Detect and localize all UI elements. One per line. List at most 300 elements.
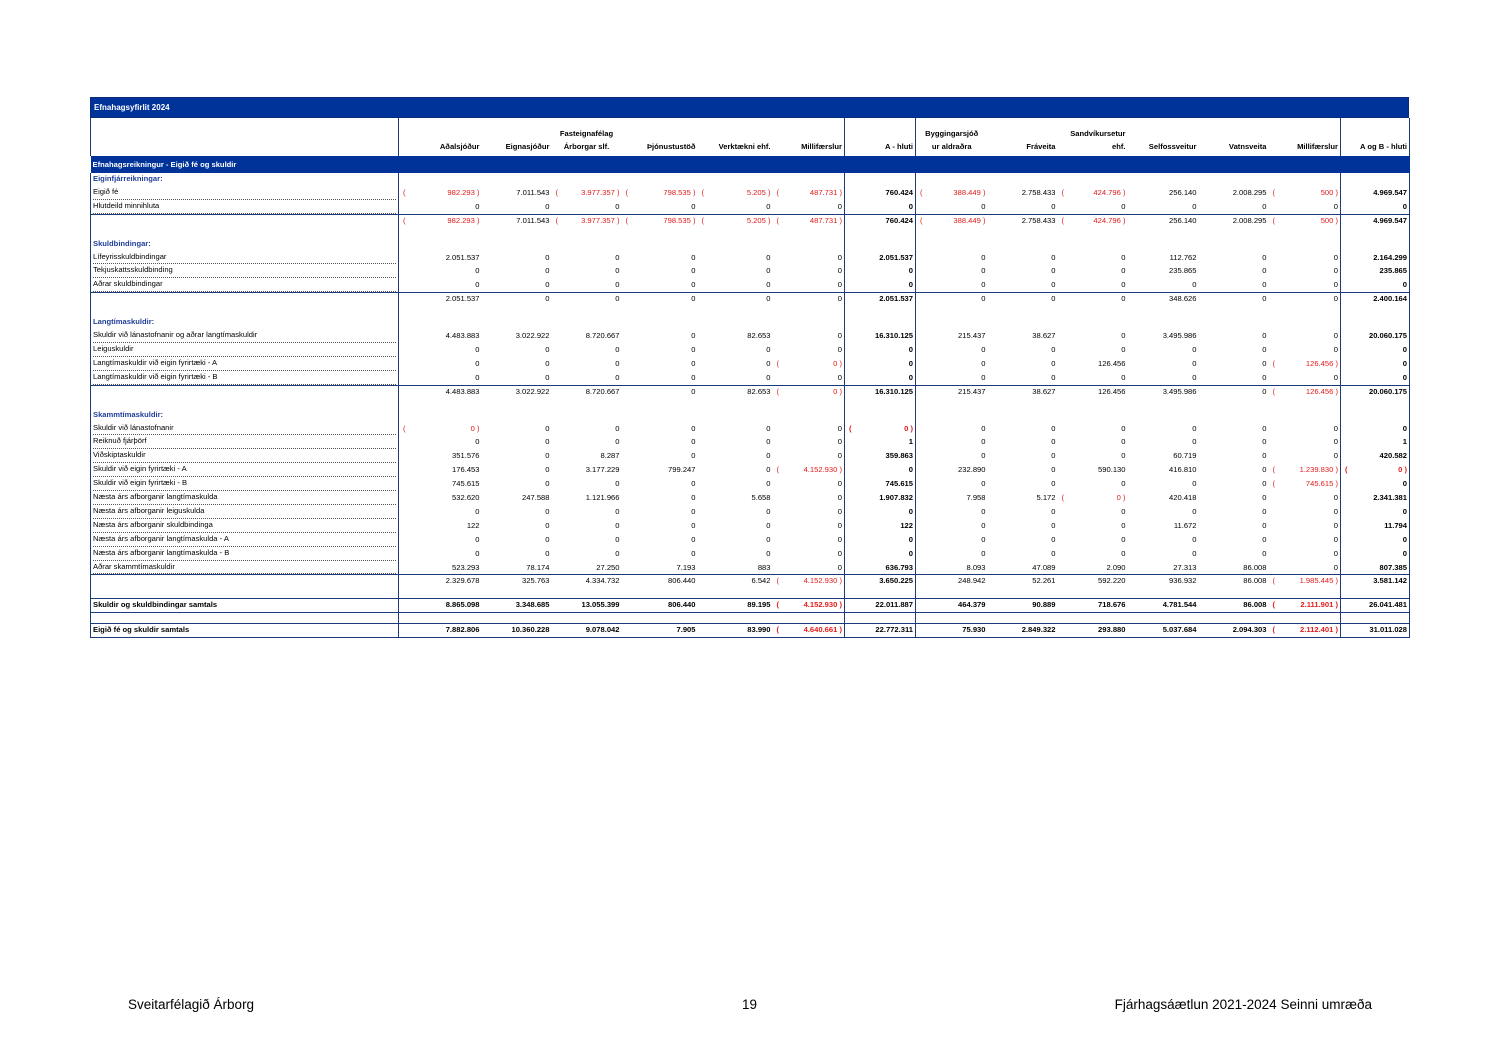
row-label: Skuldir við eigin fyrirtæki - A — [93, 463, 396, 477]
value-cell — [845, 293, 916, 306]
value-cell — [482, 599, 552, 613]
value-text: 0 — [1192, 437, 1197, 447]
value-cell — [552, 491, 622, 505]
value-cell — [916, 357, 988, 371]
value-cell — [773, 293, 845, 306]
empty-cell — [988, 613, 1058, 624]
value-text: 0 — [470, 423, 475, 433]
value-cell — [773, 599, 845, 613]
empty-cell — [1269, 409, 1341, 422]
value-text: 0 — [475, 201, 480, 211]
empty-cell — [1341, 588, 1410, 599]
value-text: 2.112.401 — [1299, 625, 1334, 635]
value-text: 0 — [691, 386, 696, 396]
value-text: 0 — [691, 520, 696, 530]
empty-cell — [916, 399, 988, 409]
row-label: Tekjuskattsskuldbinding — [93, 264, 396, 278]
value-cell — [1269, 624, 1341, 638]
value-cell — [698, 343, 773, 357]
value-text: 2.051.537 — [879, 252, 913, 262]
value-text: 0 — [1262, 534, 1267, 544]
value-text: 13.055.399 — [581, 600, 620, 610]
value-cell — [698, 371, 773, 385]
value-cell — [1199, 385, 1269, 398]
value-cell — [552, 278, 622, 292]
value-text: 0 — [615, 280, 620, 290]
value-text: 982.293 — [447, 187, 475, 197]
empty-cell — [916, 173, 988, 186]
value-text: 0 — [545, 479, 550, 489]
value-text: 532.620 — [452, 493, 480, 503]
value-text: 0 — [837, 506, 842, 516]
value-cell — [698, 449, 773, 463]
empty-cell — [1128, 316, 1199, 329]
negative-close-paren: ) — [690, 215, 696, 225]
value-text: 0 — [1192, 344, 1197, 354]
value-cell — [698, 547, 773, 561]
value-text: 248.942 — [958, 576, 986, 586]
value-cell — [698, 477, 773, 491]
value-text: 0 — [1333, 520, 1338, 530]
value-cell — [622, 343, 698, 357]
row-label-cell — [91, 575, 399, 588]
value-cell — [622, 435, 698, 449]
empty-cell — [399, 409, 482, 422]
empty-cell — [1199, 613, 1269, 624]
value-text: 5.172 — [1036, 493, 1056, 503]
value-cell — [698, 385, 773, 398]
value-text: 0 — [1262, 386, 1267, 396]
value-cell — [1341, 385, 1410, 398]
value-cell — [1128, 575, 1199, 588]
value-text: 0 — [1262, 294, 1267, 304]
negative-open-paren: ( — [1272, 358, 1276, 368]
value-cell — [482, 371, 552, 385]
empty-cell — [482, 409, 552, 422]
table-row — [91, 278, 1410, 292]
value-cell — [482, 519, 552, 533]
value-text: 0 — [545, 358, 550, 368]
negative-open-paren: ( — [1061, 187, 1065, 197]
value-cell — [845, 575, 916, 588]
empty-cell — [552, 173, 622, 186]
value-cell — [1341, 449, 1410, 463]
value-text: 0 — [1262, 331, 1267, 341]
negative-close-paren: ) — [1333, 479, 1338, 489]
value-cell — [1341, 200, 1410, 214]
value-text: 0 — [1121, 520, 1126, 530]
value-text: 0 — [1051, 344, 1056, 354]
value-cell — [622, 491, 698, 505]
value-text: 0 — [1402, 280, 1407, 290]
value-cell — [698, 214, 773, 227]
value-cell — [1341, 264, 1410, 278]
value-cell — [988, 186, 1058, 200]
value-cell — [1128, 357, 1199, 371]
value-cell — [552, 357, 622, 371]
value-cell — [916, 491, 988, 505]
empty-cell — [845, 588, 916, 599]
value-text: 424.796 — [1093, 215, 1121, 225]
empty-cell — [845, 173, 916, 186]
value-cell — [1128, 599, 1199, 613]
value-cell — [916, 561, 988, 575]
value-cell — [1199, 463, 1269, 477]
value-text: 0 — [837, 344, 842, 354]
value-cell — [1199, 449, 1269, 463]
value-cell — [988, 214, 1058, 227]
value-cell — [1199, 357, 1269, 371]
footer-page-number: 19 — [742, 997, 758, 1012]
value-cell — [622, 385, 698, 398]
value-text: 4.152.930 — [803, 576, 838, 586]
value-text: 2.400.164 — [1373, 294, 1407, 304]
negative-close-paren: ) — [837, 576, 842, 586]
row-label-cell — [91, 385, 399, 398]
value-cell — [1269, 422, 1341, 436]
value-cell — [916, 505, 988, 519]
empty-cell — [773, 306, 845, 316]
value-cell — [916, 599, 988, 613]
empty-cell — [773, 409, 845, 422]
value-text: 0 — [1116, 493, 1121, 503]
value-cell — [399, 343, 482, 357]
empty-cell — [1199, 409, 1269, 422]
value-text: 487.731 — [809, 215, 838, 225]
table-row — [91, 463, 1410, 477]
value-text: 0 — [981, 358, 986, 368]
value-text: 82.653 — [747, 331, 771, 341]
value-text: 0 — [981, 520, 986, 530]
value-cell — [399, 561, 482, 575]
value-text: 0 — [1333, 266, 1338, 276]
value-text: 0 — [1121, 437, 1126, 447]
empty-cell — [1269, 588, 1341, 599]
empty-cell — [1199, 399, 1269, 409]
value-text: 1 — [908, 437, 913, 447]
value-cell — [916, 329, 988, 343]
value-text: 0 — [475, 534, 480, 544]
value-text: 60.719 — [1173, 451, 1197, 461]
table-row — [91, 264, 1410, 278]
value-cell — [1199, 477, 1269, 491]
value-text: 0 — [1333, 548, 1338, 558]
empty-cell — [988, 238, 1058, 251]
value-cell — [1128, 278, 1199, 292]
value-cell — [1341, 505, 1410, 519]
value-text: 0 — [1051, 294, 1056, 304]
row-label: Skuldir við lánastofnanir — [93, 422, 396, 436]
value-text: 0 — [908, 372, 913, 382]
empty-cell — [988, 306, 1058, 316]
value-cell — [1199, 264, 1269, 278]
value-text: 82.653 — [747, 386, 771, 396]
value-cell — [482, 214, 552, 227]
value-cell — [1128, 214, 1199, 227]
value-cell — [399, 575, 482, 588]
empty-cell — [399, 613, 482, 624]
value-text: 22.011.887 — [875, 600, 913, 610]
negative-open-paren: ( — [1272, 386, 1276, 396]
row-label: Næsta árs afborganir skuldbindinga — [93, 519, 396, 533]
value-text: 0 — [1051, 520, 1056, 530]
balance-table — [90, 118, 1410, 638]
value-text: 0 — [766, 534, 771, 544]
value-cell — [1058, 385, 1128, 398]
value-cell — [1058, 214, 1128, 227]
value-text: 0 — [837, 372, 842, 382]
value-text: 0 — [981, 437, 986, 447]
value-cell — [552, 449, 622, 463]
empty-cell — [482, 316, 552, 329]
value-cell — [622, 264, 698, 278]
value-text: 0 — [691, 331, 696, 341]
value-cell — [482, 357, 552, 371]
value-cell — [622, 329, 698, 343]
value-text: 0 — [1121, 423, 1126, 433]
col-header-vatnsveita: Vatnsveita — [1228, 142, 1267, 152]
value-cell — [622, 575, 698, 588]
value-cell — [552, 343, 622, 357]
value-text: 22.772.311 — [875, 625, 913, 635]
value-cell — [988, 575, 1058, 588]
column-header-row — [91, 118, 1410, 156]
value-text: 0 — [837, 479, 842, 489]
value-text: 0 — [981, 201, 986, 211]
negative-close-paren: ) — [1333, 576, 1338, 586]
value-text: 0 — [1402, 534, 1407, 544]
value-text: 0 — [1333, 201, 1338, 211]
value-text: 0 — [691, 493, 696, 503]
value-cell — [1199, 214, 1269, 227]
value-text: 0 — [981, 451, 986, 461]
section-total-row — [91, 293, 1410, 306]
section-heading-row — [91, 409, 1410, 422]
value-cell — [482, 251, 552, 265]
row-label: Langtímaskuldir við eigin fyrirtæki - B — [93, 371, 396, 385]
value-text: 0 — [908, 344, 913, 354]
value-cell — [622, 505, 698, 519]
value-cell — [482, 505, 552, 519]
negative-close-paren: ) — [980, 215, 986, 225]
value-cell — [773, 371, 845, 385]
value-text: 16.310.125 — [874, 331, 913, 341]
value-text: 0 — [475, 358, 480, 368]
value-cell — [622, 561, 698, 575]
value-cell — [1341, 533, 1410, 547]
negative-close-paren: ) — [1120, 215, 1126, 225]
value-text: 424.796 — [1093, 187, 1121, 197]
value-cell — [773, 449, 845, 463]
value-text: 3.977.357 — [581, 187, 615, 197]
value-text: 0 — [1398, 465, 1403, 475]
value-text: 0 — [545, 548, 550, 558]
value-cell — [773, 264, 845, 278]
empty-cell — [1128, 173, 1199, 186]
value-cell — [622, 477, 698, 491]
empty-cell — [552, 409, 622, 422]
value-cell — [916, 624, 988, 638]
value-text: 500 — [1320, 187, 1334, 197]
value-text: 0 — [1262, 201, 1267, 211]
value-cell — [1128, 200, 1199, 214]
value-text: 0 — [833, 358, 838, 368]
value-cell — [845, 435, 916, 449]
empty-cell — [1058, 228, 1128, 238]
negative-close-paren: ) — [1333, 358, 1338, 368]
negative-close-paren: ) — [1402, 465, 1407, 475]
value-text: 4.152.930 — [803, 465, 838, 475]
value-text: 0 — [545, 506, 550, 516]
value-cell — [552, 463, 622, 477]
value-text: 0 — [615, 201, 620, 211]
empty-cell — [1341, 399, 1410, 409]
value-cell — [399, 385, 482, 398]
empty-cell — [622, 173, 698, 186]
value-text: 0 — [545, 437, 550, 447]
value-text: 0 — [1262, 372, 1267, 382]
value-text: 0 — [833, 386, 838, 396]
table-row — [91, 449, 1410, 463]
negative-open-paren: ( — [849, 423, 852, 433]
value-text: 0 — [1121, 506, 1126, 516]
empty-cell — [773, 238, 845, 251]
row-label-cell — [91, 228, 399, 238]
value-text: 4.969.547 — [1373, 187, 1407, 197]
value-text: 592.220 — [1098, 576, 1126, 586]
value-text: 0 — [837, 280, 842, 290]
value-cell — [845, 624, 916, 638]
row-label-cell — [91, 264, 399, 278]
value-cell — [845, 343, 916, 357]
value-text: 3.495.986 — [1162, 386, 1197, 396]
value-text: 0 — [766, 294, 771, 304]
value-cell — [552, 477, 622, 491]
row-label-cell — [91, 173, 399, 186]
empty-cell — [399, 399, 482, 409]
value-text: 0 — [908, 506, 913, 516]
value-text: 0 — [981, 534, 986, 544]
grand-total-equity-liabilities-row — [91, 624, 1410, 638]
empty-cell — [1199, 588, 1269, 599]
value-cell — [622, 357, 698, 371]
negative-close-paren: ) — [1333, 625, 1338, 635]
value-cell — [552, 385, 622, 398]
value-text: 2.164.299 — [1373, 252, 1407, 262]
negative-close-paren: ) — [837, 600, 842, 610]
row-label-cell — [91, 238, 399, 251]
value-text: 500 — [1320, 215, 1334, 225]
value-text: 7.011.543 — [516, 215, 550, 225]
value-cell — [1341, 214, 1410, 227]
table-row — [91, 251, 1410, 265]
value-cell — [698, 200, 773, 214]
empty-cell — [482, 613, 552, 624]
value-text: 0 — [766, 358, 771, 368]
value-cell — [1199, 435, 1269, 449]
value-cell — [698, 251, 773, 265]
value-cell — [698, 624, 773, 638]
value-cell — [1199, 293, 1269, 306]
value-text: 0 — [475, 280, 480, 290]
value-cell — [1128, 435, 1199, 449]
negative-close-paren: ) — [1120, 493, 1126, 503]
value-text: 0 — [1402, 358, 1407, 368]
value-cell — [916, 278, 988, 292]
value-text: 0 — [981, 252, 986, 262]
empty-cell — [1199, 238, 1269, 251]
value-cell — [988, 491, 1058, 505]
row-label-cell — [91, 547, 399, 561]
row-label-cell — [91, 422, 399, 436]
value-cell — [773, 505, 845, 519]
empty-cell — [698, 399, 773, 409]
value-cell — [698, 278, 773, 292]
value-text: 0 — [691, 358, 696, 368]
value-cell — [773, 435, 845, 449]
empty-cell — [482, 173, 552, 186]
value-cell — [552, 264, 622, 278]
table-row — [91, 186, 1410, 200]
value-text: 348.626 — [1169, 294, 1197, 304]
value-text: 0 — [545, 266, 550, 276]
empty-cell — [845, 316, 916, 329]
band-label: Efnahagsreikningur - Eigið fé og skuldir — [91, 156, 1410, 173]
value-text: 745.615 — [452, 479, 480, 489]
value-text: 0 — [766, 372, 771, 382]
value-text: 745.615 — [1305, 479, 1334, 489]
value-text: 0 — [1333, 294, 1338, 304]
value-cell — [916, 186, 988, 200]
value-text: 0 — [475, 506, 480, 516]
negative-open-paren: ( — [625, 187, 629, 197]
value-cell — [1269, 264, 1341, 278]
value-cell — [552, 214, 622, 227]
value-cell — [399, 547, 482, 561]
value-cell — [552, 561, 622, 575]
value-text: 4.640.661 — [803, 625, 838, 635]
value-cell — [622, 547, 698, 561]
value-cell — [845, 477, 916, 491]
value-text: 745.615 — [885, 479, 913, 489]
value-cell — [988, 533, 1058, 547]
value-cell — [773, 385, 845, 398]
value-text: 4.483.883 — [445, 386, 480, 396]
row-label-cell — [91, 343, 399, 357]
empty-cell — [988, 316, 1058, 329]
value-text: 0 — [837, 252, 842, 262]
empty-cell — [1341, 409, 1410, 422]
empty-cell — [1058, 238, 1128, 251]
value-cell — [1269, 435, 1341, 449]
value-text: 0 — [691, 479, 696, 489]
value-text: 293.880 — [1098, 625, 1126, 635]
value-text: 0 — [1402, 479, 1407, 489]
value-text: 0 — [1262, 548, 1267, 558]
value-cell — [1341, 371, 1410, 385]
negative-close-paren: ) — [690, 187, 696, 197]
value-text: 0 — [691, 506, 696, 516]
col-header-byggingarsjodur-line2: ur aldraðra — [931, 142, 972, 152]
value-cell — [845, 519, 916, 533]
value-text: 0 — [1192, 280, 1197, 290]
value-text: 256.140 — [1169, 187, 1197, 197]
value-cell — [1269, 214, 1341, 227]
empty-cell — [1341, 306, 1410, 316]
value-cell — [988, 329, 1058, 343]
value-cell — [988, 264, 1058, 278]
value-cell — [399, 214, 482, 227]
